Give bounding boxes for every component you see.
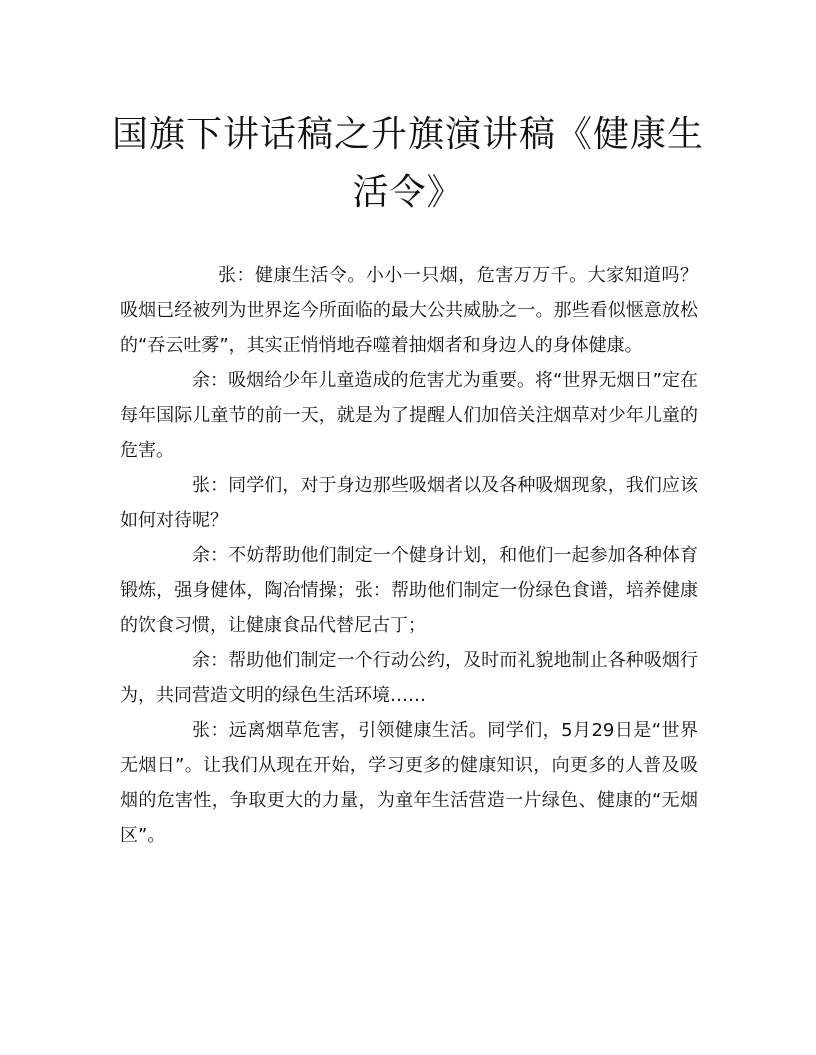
- paragraph-6: 张：远离烟草危害，引领健康生活。同学们，5月29日是“世界无烟日”。让我们从现在开始，学习更多的健康知识，向更多的人普及吸烟的危害性，争取更大的力量，为童年生活营造一片绿色、健康的“无烟区”。: [120, 720, 698, 846]
- paragraph-3: 张：同学们，对于身边那些吸烟者以及各种吸烟现象，我们应该如何对待呢？: [120, 475, 698, 531]
- paragraph-4: 余：不妨帮助他们制定一个健身计划，和他们一起参加各种体育锻炼，强身健体，陶冶情操；张：帮助他们制定一份绿色食谱，培养健康的饮食习惯，让健康食品代替尼古丁；: [120, 545, 698, 636]
- document-body: [120, 258, 698, 853]
- document-title: 国旗下讲话稿之升旗演讲稿《健康生活令》: [111, 114, 704, 213]
- paragraph-5: 余：帮助他们制定一个行动公约，及时而礼貌地制止各种吸烟行为，共同营造文明的绿色生活环境……: [120, 650, 698, 706]
- paragraph-2: 余：吸烟给少年儿童造成的危害尤为重要。将“世界无烟日”定在每年国际儿童节的前一天，就是为了提醒人们加倍关注烟草对少年儿童的危害。: [120, 370, 698, 461]
- paragraph-1: 张：健康生活令。小小一只烟，危害万万千。大家知道吗？吸烟已经被列为世界迄今所面临的最大公共威胁之一。那些看似惬意放松的“吞云吐雾”，其实正悄悄地吞噬着抽烟者和身边人的身体健康。: [120, 265, 698, 356]
